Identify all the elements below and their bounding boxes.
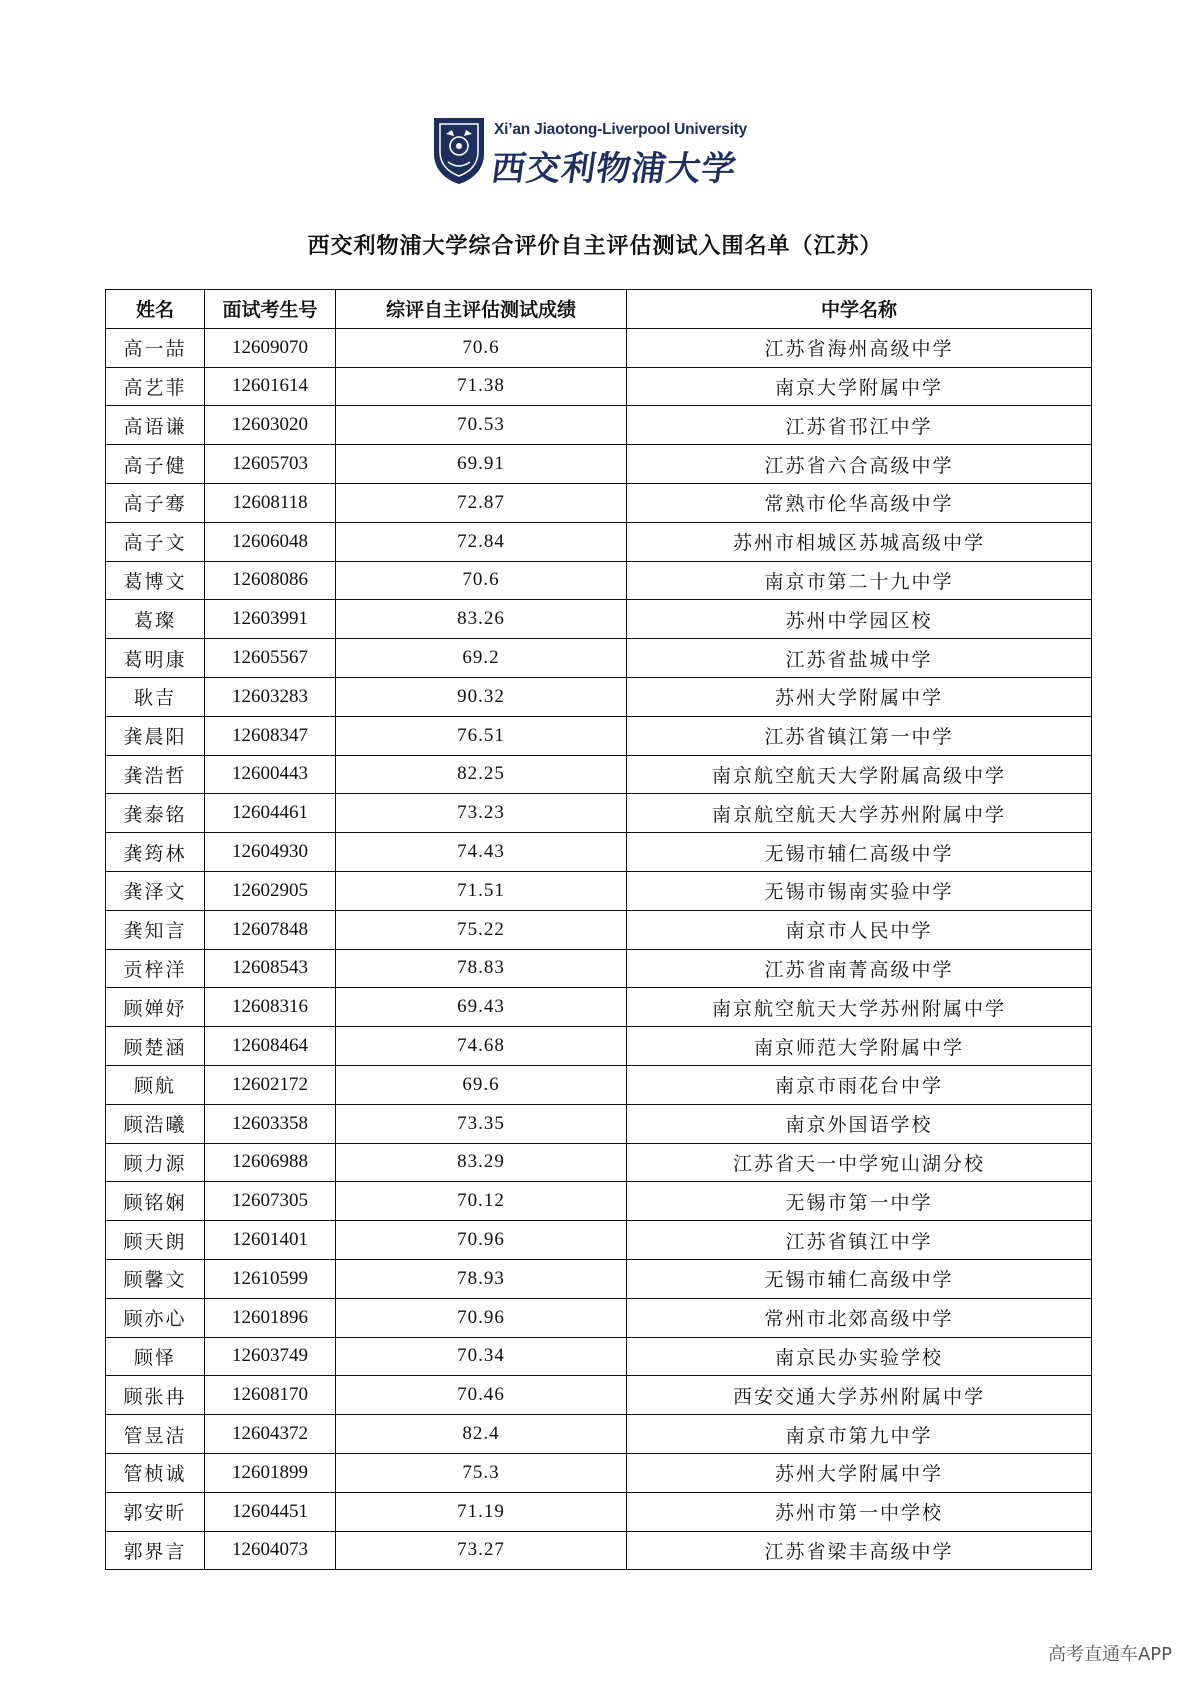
cell-name: 葛博文 (106, 561, 205, 600)
cell-exam-number: 12602905 (205, 871, 336, 910)
cell-exam-number: 12608086 (205, 561, 336, 600)
cell-exam-number: 12609070 (205, 328, 336, 367)
cell-name: 葛璨 (106, 600, 205, 639)
cell-exam-number: 12608170 (205, 1376, 336, 1415)
cell-school: 江苏省天一中学宛山湖分校 (627, 1143, 1092, 1182)
cell-exam-number: 12602172 (205, 1065, 336, 1104)
cell-score: 82.25 (336, 755, 627, 794)
cell-name: 龚浩哲 (106, 755, 205, 794)
header-school: 中学名称 (627, 290, 1092, 329)
cell-name: 龚晨阳 (106, 716, 205, 755)
header-score: 综评自主评估测试成绩 (336, 290, 627, 329)
cell-score: 78.93 (336, 1259, 627, 1298)
cell-name: 龚筠林 (106, 833, 205, 872)
watermark: 高考直通车APP (1047, 1644, 1172, 1665)
table-row (106, 1182, 1092, 1221)
logo-english-name: Xi’an Jiaotong-Liverpool University (494, 121, 748, 138)
cell-exam-number: 12601899 (205, 1453, 336, 1492)
cell-score: 70.12 (336, 1182, 627, 1221)
cell-name: 顾楚涵 (106, 1027, 205, 1066)
table-row (106, 1415, 1092, 1454)
cell-school: 无锡市锡南实验中学 (627, 871, 1092, 910)
cell-score: 70.96 (336, 1221, 627, 1260)
table-row (106, 716, 1092, 755)
cell-score: 71.51 (336, 871, 627, 910)
table-row (106, 949, 1092, 988)
cell-school: 西安交通大学苏州附属中学 (627, 1376, 1092, 1415)
table-row (106, 677, 1092, 716)
cell-school: 南京市雨花台中学 (627, 1065, 1092, 1104)
cell-school: 无锡市辅仁高级中学 (627, 833, 1092, 872)
cell-score: 69.6 (336, 1065, 627, 1104)
cell-name: 顾怿 (106, 1337, 205, 1376)
cell-exam-number: 12608543 (205, 949, 336, 988)
cell-school: 南京航空航天大学苏州附属中学 (627, 988, 1092, 1027)
cell-name: 高语谦 (106, 406, 205, 445)
table-row (106, 1337, 1092, 1376)
cell-school: 江苏省六合高级中学 (627, 445, 1092, 484)
cell-score: 69.2 (336, 639, 627, 678)
cell-school: 江苏省盐城中学 (627, 639, 1092, 678)
cell-exam-number: 12604930 (205, 833, 336, 872)
table-row (106, 1259, 1092, 1298)
table-body (106, 328, 1092, 1570)
table-row (106, 639, 1092, 678)
cell-score: 72.84 (336, 522, 627, 561)
cell-score: 70.6 (336, 561, 627, 600)
cell-score: 70.46 (336, 1376, 627, 1415)
cell-exam-number: 12606048 (205, 522, 336, 561)
table-row (106, 522, 1092, 561)
cell-school: 常州市北郊高级中学 (627, 1298, 1092, 1337)
cell-name: 高艺菲 (106, 367, 205, 406)
cell-name: 顾力源 (106, 1143, 205, 1182)
cell-name: 顾馨文 (106, 1259, 205, 1298)
cell-score: 75.22 (336, 910, 627, 949)
cell-exam-number: 12608118 (205, 483, 336, 522)
cell-name: 顾铭娴 (106, 1182, 205, 1221)
table-row (106, 1298, 1092, 1337)
cell-score: 71.38 (336, 367, 627, 406)
table-row (106, 1104, 1092, 1143)
cell-score: 83.26 (336, 600, 627, 639)
table-row (106, 600, 1092, 639)
cell-school: 南京外国语学校 (627, 1104, 1092, 1143)
table-row (106, 1143, 1092, 1182)
cell-school: 常熟市伦华高级中学 (627, 483, 1092, 522)
cell-exam-number: 12603283 (205, 677, 336, 716)
cell-name: 管桢诚 (106, 1453, 205, 1492)
header-exam-number: 面试考生号 (205, 290, 336, 329)
cell-score: 74.68 (336, 1027, 627, 1066)
cell-school: 南京航空航天大学苏州附属中学 (627, 794, 1092, 833)
cell-name: 顾张冉 (106, 1376, 205, 1415)
cell-name: 高一喆 (106, 328, 205, 367)
cell-school: 南京航空航天大学附属高级中学 (627, 755, 1092, 794)
cell-name: 耿吉 (106, 677, 205, 716)
cell-school: 无锡市第一中学 (627, 1182, 1092, 1221)
cell-exam-number: 12603991 (205, 600, 336, 639)
cell-school: 苏州市相城区苏城高级中学 (627, 522, 1092, 561)
cell-school: 苏州大学附属中学 (627, 677, 1092, 716)
cell-score: 73.23 (336, 794, 627, 833)
cell-school: 南京市第二十九中学 (627, 561, 1092, 600)
header-name: 姓名 (106, 290, 205, 329)
cell-score: 69.91 (336, 445, 627, 484)
cell-score: 75.3 (336, 1453, 627, 1492)
cell-score: 71.19 (336, 1492, 627, 1531)
table-row (106, 1492, 1092, 1531)
cell-score: 70.53 (336, 406, 627, 445)
cell-school: 南京大学附属中学 (627, 367, 1092, 406)
cell-exam-number: 12608347 (205, 716, 336, 755)
cell-score: 83.29 (336, 1143, 627, 1182)
cell-exam-number: 12606988 (205, 1143, 336, 1182)
cell-score: 73.35 (336, 1104, 627, 1143)
cell-school: 苏州大学附属中学 (627, 1453, 1092, 1492)
cell-exam-number: 12605703 (205, 445, 336, 484)
cell-school: 江苏省海州高级中学 (627, 328, 1092, 367)
cell-score: 69.43 (336, 988, 627, 1027)
cell-name: 管昱洁 (106, 1415, 205, 1454)
cell-name: 郭界言 (106, 1531, 205, 1570)
cell-school: 南京市第九中学 (627, 1415, 1092, 1454)
table-row (106, 406, 1092, 445)
cell-name: 顾婵妤 (106, 988, 205, 1027)
cell-exam-number: 12608464 (205, 1027, 336, 1066)
cell-name: 龚泰铭 (106, 794, 205, 833)
table-row (106, 1065, 1092, 1104)
cell-score: 90.32 (336, 677, 627, 716)
cell-name: 顾天朗 (106, 1221, 205, 1260)
cell-name: 顾浩曦 (106, 1104, 205, 1143)
cell-exam-number: 12604451 (205, 1492, 336, 1531)
cell-exam-number: 12601896 (205, 1298, 336, 1337)
table-row (106, 1453, 1092, 1492)
cell-school: 南京师范大学附属中学 (627, 1027, 1092, 1066)
table-row (106, 1531, 1092, 1570)
cell-name: 葛明康 (106, 639, 205, 678)
cell-school: 南京市人民中学 (627, 910, 1092, 949)
table-row (106, 1027, 1092, 1066)
cell-name: 顾亦心 (106, 1298, 205, 1337)
cell-exam-number: 12600443 (205, 755, 336, 794)
cell-name: 龚知言 (106, 910, 205, 949)
cell-exam-number: 12604461 (205, 794, 336, 833)
cell-score: 70.6 (336, 328, 627, 367)
table-row (106, 794, 1092, 833)
cell-school: 江苏省镇江中学 (627, 1221, 1092, 1260)
cell-score: 74.43 (336, 833, 627, 872)
cell-exam-number: 12604372 (205, 1415, 336, 1454)
table-row (106, 755, 1092, 794)
cell-score: 82.4 (336, 1415, 627, 1454)
table-row (106, 445, 1092, 484)
cell-school: 苏州市第一中学校 (627, 1492, 1092, 1531)
table-row (106, 833, 1092, 872)
cell-name: 高子文 (106, 522, 205, 561)
cell-name: 高子健 (106, 445, 205, 484)
cell-exam-number: 12608316 (205, 988, 336, 1027)
cell-score: 78.83 (336, 949, 627, 988)
cell-exam-number: 12605567 (205, 639, 336, 678)
table-row (106, 1221, 1092, 1260)
logo-chinese-name: 西交利物浦大学 (488, 149, 740, 189)
admission-table (105, 289, 1092, 1570)
cell-school: 江苏省镇江第一中学 (627, 716, 1092, 755)
cell-school: 江苏省南菁高级中学 (627, 949, 1092, 988)
table-row (106, 988, 1092, 1027)
table-row (106, 910, 1092, 949)
university-logo (432, 116, 772, 189)
cell-exam-number: 12603020 (205, 406, 336, 445)
page-title: 西交利物浦大学综合评价自主评估测试入围名单（江苏） (307, 233, 883, 259)
table-row (106, 367, 1092, 406)
cell-name: 顾航 (106, 1065, 205, 1104)
cell-name: 龚泽文 (106, 871, 205, 910)
table-row (106, 561, 1092, 600)
table-row (106, 483, 1092, 522)
cell-exam-number: 12603749 (205, 1337, 336, 1376)
cell-exam-number: 12607848 (205, 910, 336, 949)
crest-icon (432, 116, 486, 186)
cell-exam-number: 12601614 (205, 367, 336, 406)
cell-score: 72.87 (336, 483, 627, 522)
table-header-row (106, 290, 1092, 329)
cell-school: 无锡市辅仁高级中学 (627, 1259, 1092, 1298)
cell-exam-number: 12604073 (205, 1531, 336, 1570)
table-row (106, 871, 1092, 910)
cell-school: 南京民办实验学校 (627, 1337, 1092, 1376)
cell-name: 贡梓洋 (106, 949, 205, 988)
table-row (106, 328, 1092, 367)
cell-score: 70.34 (336, 1337, 627, 1376)
cell-score: 73.27 (336, 1531, 627, 1570)
cell-exam-number: 12607305 (205, 1182, 336, 1221)
cell-exam-number: 12603358 (205, 1104, 336, 1143)
cell-exam-number: 12610599 (205, 1259, 336, 1298)
cell-school: 苏州中学园区校 (627, 600, 1092, 639)
cell-exam-number: 12601401 (205, 1221, 336, 1260)
cell-score: 76.51 (336, 716, 627, 755)
table-row (106, 1376, 1092, 1415)
cell-school: 江苏省邗江中学 (627, 406, 1092, 445)
cell-school: 江苏省梁丰高级中学 (627, 1531, 1092, 1570)
cell-name: 郭安昕 (106, 1492, 205, 1531)
cell-score: 70.96 (336, 1298, 627, 1337)
cell-name: 高子骞 (106, 483, 205, 522)
